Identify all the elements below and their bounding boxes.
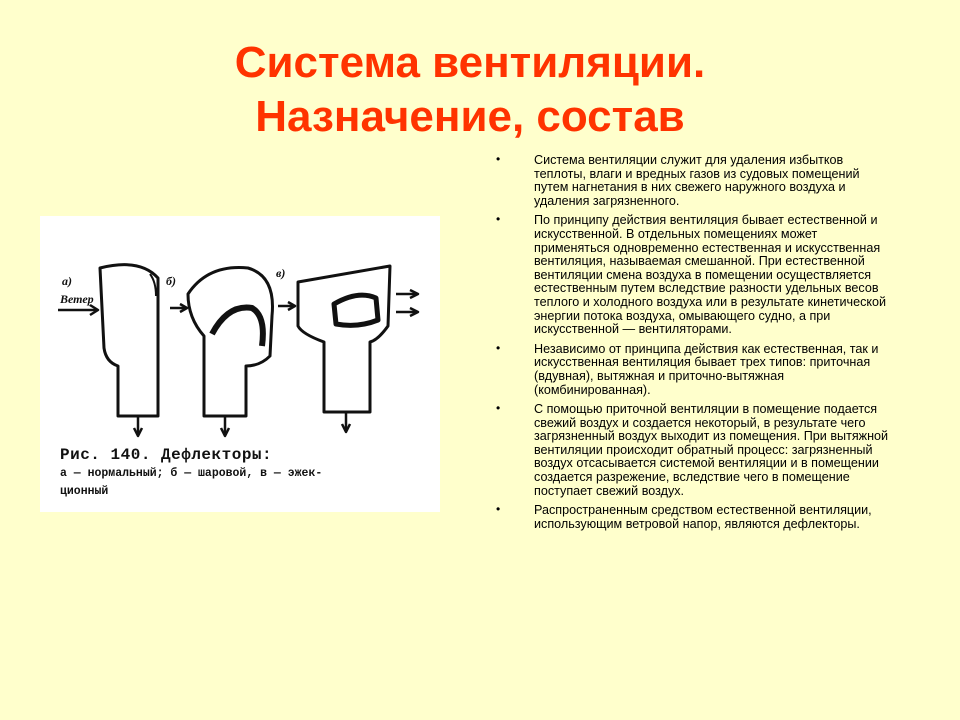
slide-title-line-2: Назначение, состав (255, 92, 685, 141)
bullet-dot-icon: • (496, 212, 501, 227)
figure-caption-legend-2: ционный (60, 485, 109, 498)
bullet-item (496, 214, 896, 336)
bullet-item (496, 154, 896, 208)
bullet-text: Распространенным средством естественной вентиляции, использующим ветровой напор, являются дефлекторы. (534, 503, 872, 531)
bullet-text: По принципу действия вентиляция бывает естественной и искусственной. В отдельных помещениях может применяться одновременно естественная и искусственная вентиляция, называемая смешанной. При естественной вентиляции смена воздуха в помещении осуществляется естественным путем вследствие разности удельных весов теплого и холодного воздуха или в результате кинетической энергии потока воздуха, омывающего судно, а при искусственной — вентиляторами. (534, 213, 887, 337)
figure-label-b: б) (166, 274, 176, 288)
figure-label-wind: Ветер (60, 292, 94, 306)
bullet-dot-icon: • (496, 401, 501, 416)
slide-title (120, 36, 820, 144)
deflector-c-outline (298, 266, 390, 412)
bullet-text: Независимо от принципа действия как естественная, так и искусственная вентиляция бывает трех типов: приточная (вдувная), вытяжная и приточно-вытяжная (комбинированная). (534, 341, 879, 397)
figure-label-a: а) (62, 274, 72, 288)
deflector-a-outline (100, 265, 158, 416)
figure-caption (60, 446, 435, 500)
bullet-dot-icon: • (496, 502, 501, 517)
bullet-dot-icon: • (496, 340, 501, 355)
deflector-figure (40, 216, 440, 512)
bullet-item (496, 340, 896, 397)
figure-label-c: в) (276, 266, 286, 280)
figure-caption-title: Рис. 140. Дефлекторы: (60, 446, 273, 464)
bullet-text: Система вентиляции служит для удаления избытков теплоты, влаги и вредных газов из судовых помещений путем нагнетания в них свежего наружного воздуха и удаления загрязненного. (534, 153, 860, 208)
bullet-list (496, 154, 896, 537)
bullet-item (496, 403, 896, 498)
slide-title-line-1: Система вентиляции. (234, 38, 706, 87)
bullet-text: С помощью приточной вентиляции в помещение подается свежий воздух и создается некоторый, в результате чего загрязненный воздух выходит из помещения. При вытяжной вентиляции происходит обратный процесс: загрязненный воздух отсасывается системой вентиляции и в помещении создается разрежение, вследствие чего в помещение поступает свежий воздух. (534, 402, 889, 498)
bullet-item (496, 504, 896, 531)
bullet-dot-icon: • (496, 152, 501, 166)
figure-caption-legend-1: а — нормальный; б — шаровой, в — эжек- (60, 467, 323, 480)
